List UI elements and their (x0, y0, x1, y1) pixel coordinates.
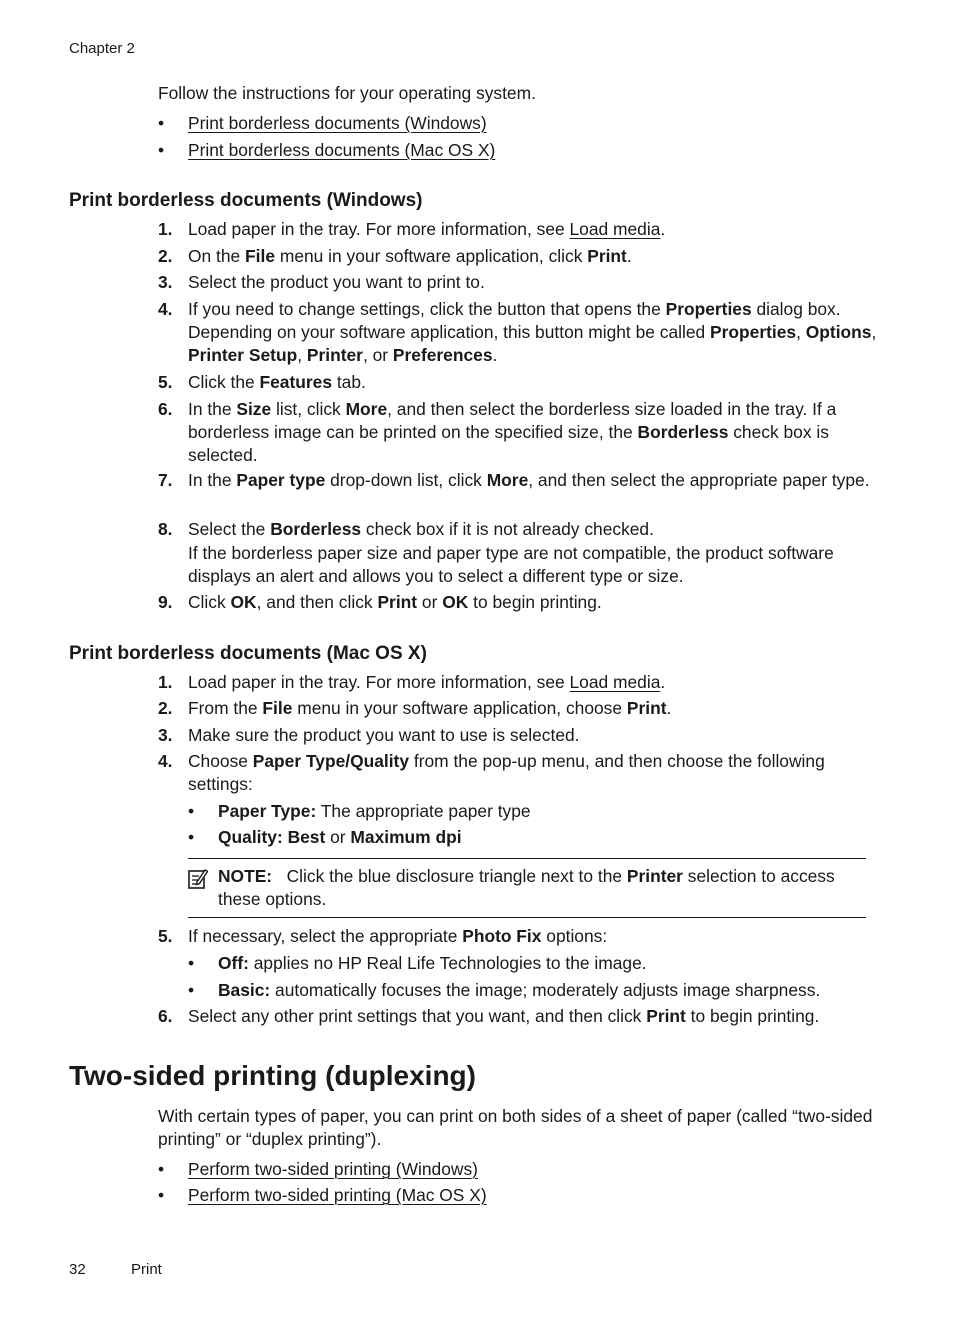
windows-step-3: 3. Select the product you want to print to. (158, 272, 485, 292)
mac-step-5: 5. If necessary, select the appropriate Photo Fix options: (158, 926, 608, 946)
heading-borderless-windows: Print borderless documents (Windows) (69, 190, 423, 211)
note-text: NOTE: Click the blue disclosure triangle next to the Printer selection to access these options. (218, 866, 835, 909)
mac-step-6: 6. Select any other print settings that you want, and then click Print to begin printing. (158, 1006, 820, 1026)
windows-step-6: 6. In the Size list, click More, and then select the borderless size loaded in the tray. If a borderless image can be printed on the specified size, the Borderless check box is selected. (158, 399, 837, 465)
bullet-icon: • (158, 140, 165, 160)
windows-step-7: 7. In the Paper type drop-down list, click More, and then select the appropriate paper type. (158, 470, 870, 490)
bullet-icon: • (188, 827, 195, 847)
windows-step-9: 9. Click OK, and then click Print or OK to begin printing. (158, 592, 602, 612)
footer-section: Print (131, 1261, 162, 1278)
windows-step-4: 4. If you need to change settings, click the button that opens the Properties dialog box. Depending on your software application, this button might be called Properties, Options, Printer Setup, Printer, or Preferences. (158, 299, 877, 365)
link-duplex-windows[interactable]: Perform two-sided printing (Windows) (188, 1159, 478, 1179)
link-borderless-mac[interactable]: Print borderless documents (Mac OS X) (188, 140, 496, 160)
intro-text: Follow the instructions for your operating system. (158, 83, 536, 103)
windows-step-5: 5. Click the Features tab. (158, 372, 366, 392)
heading-borderless-mac: Print borderless documents (Mac OS X) (69, 643, 427, 664)
windows-step-2: 2. On the File menu in your software application, click Print. (158, 246, 632, 266)
link-load-media[interactable]: Load media (569, 672, 661, 692)
windows-step-8: 8. Select the Borderless check box if it is not already checked. If the borderless paper size and paper type are not compatible, the product software displays an alert and allows you to select a different type or size. (158, 518, 878, 588)
note-box (188, 858, 866, 918)
mac-step-3: 3. Make sure the product you want to use is selected. (158, 725, 580, 745)
bullet-icon: • (158, 1185, 165, 1205)
note-label: NOTE: (218, 866, 273, 886)
mac-step-1: 1. Load paper in the tray. For more information, see Load media. (158, 672, 666, 692)
page-number: 32 (69, 1261, 86, 1278)
bullet-icon: • (188, 801, 195, 821)
link-duplex-mac[interactable]: Perform two-sided printing (Mac OS X) (188, 1185, 487, 1205)
bullet-icon: • (188, 953, 195, 973)
bullet-icon: • (188, 980, 195, 1000)
link-load-media[interactable]: Load media (569, 219, 661, 239)
note-pencil-icon (188, 868, 208, 890)
bullet-icon: • (158, 1159, 165, 1179)
chapter-label: Chapter 2 (69, 40, 135, 57)
heading-two-sided-printing: Two-sided printing (duplexing) (69, 1060, 476, 1091)
windows-step-1: 1. Load paper in the tray. For more information, see Load media. (158, 219, 666, 239)
bullet-icon: • (158, 113, 165, 133)
windows-step-8-detail: If the borderless paper size and paper type are not compatible, the product software displays an alert and allows you to select a different type or size. (188, 543, 834, 586)
mac-step-4: 4. Choose Paper Type/Quality from the pop-up menu, and then choose the following settings: (158, 751, 825, 794)
link-borderless-windows[interactable]: Print borderless documents (Windows) (188, 113, 487, 133)
duplex-intro: With certain types of paper, you can print on both sides of a sheet of paper (called “two-sided printing” or “duplex printing”). (158, 1106, 873, 1149)
mac-step-2: 2. From the File menu in your software application, choose Print. (158, 698, 672, 718)
